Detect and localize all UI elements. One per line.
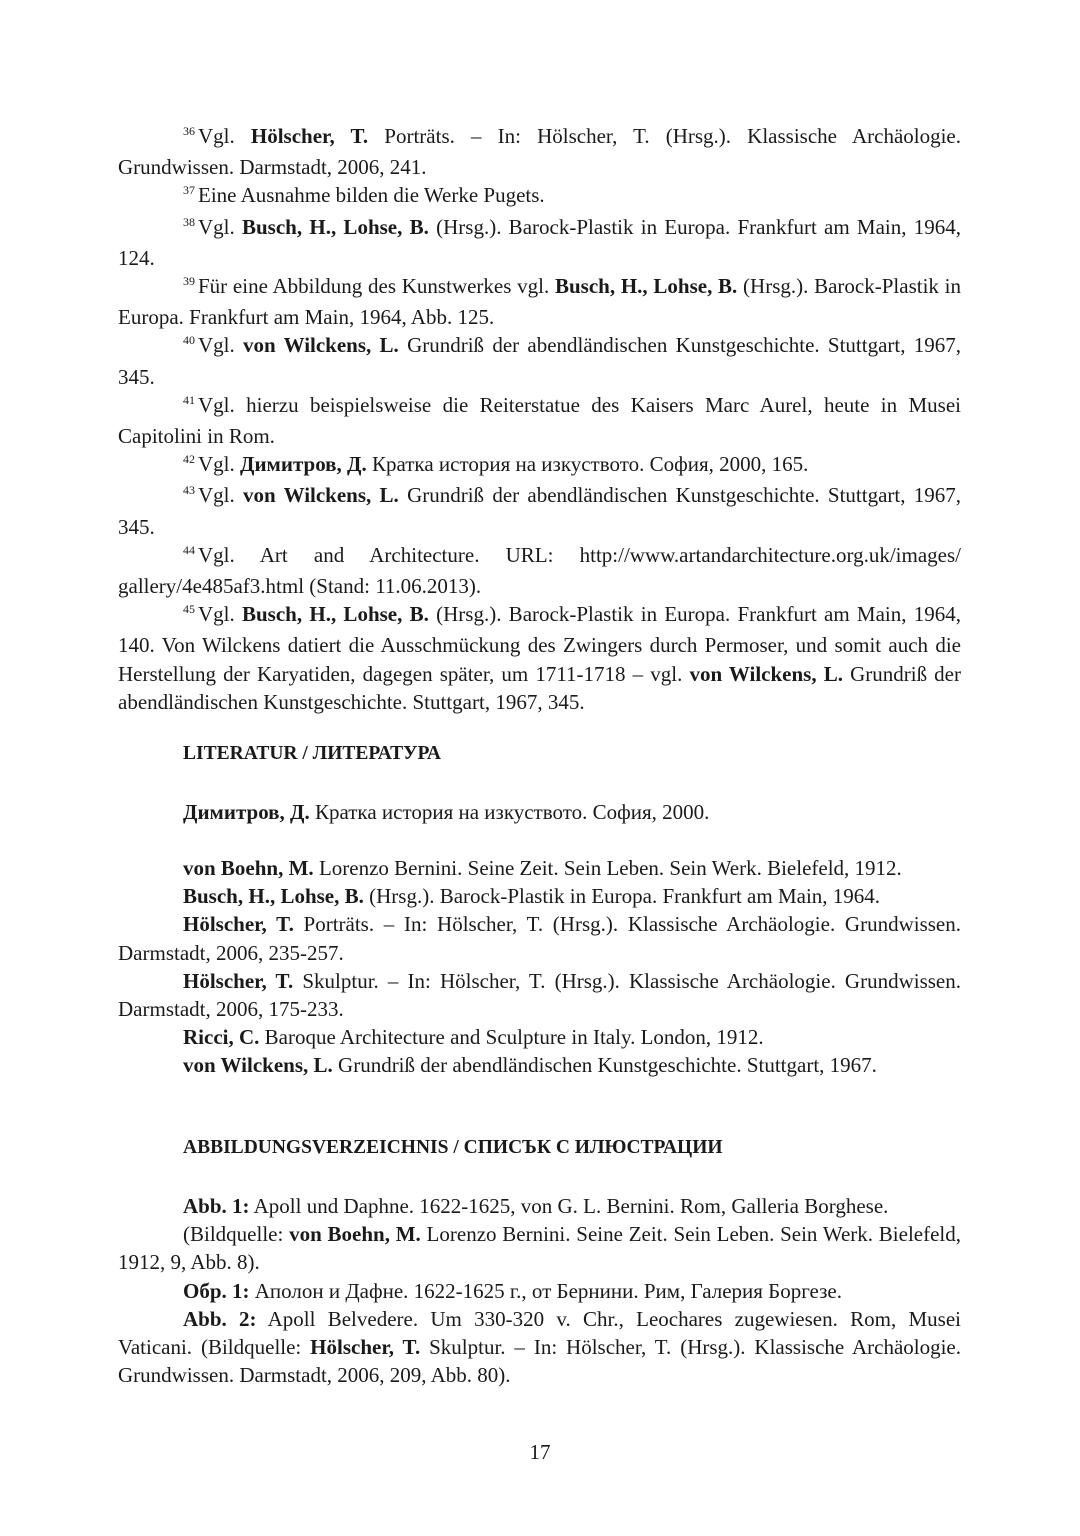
- footnote: [118, 450, 961, 481]
- author-name: von Wilckens, L.: [689, 661, 843, 686]
- entry-text: Vgl. hierzu beispielsweise die Reiterstatue des Kaisers Marc Aurel, heute in Musei Capitolini in Rom.: [118, 392, 961, 449]
- entry-text: Apoll Belvedere. Um 330-320 v. Chr., Leochares zugewiesen. Rom, Musei Vaticani. (Bildquelle:: [118, 1306, 961, 1360]
- list-entry: [118, 1192, 961, 1220]
- entry-text: Lorenzo Bernini. Seine Zeit. Sein Leben. Sein Werk. Bielefeld, 1912.: [313, 856, 902, 880]
- entry-text: Vgl.: [198, 483, 244, 508]
- literature-heading: LITERATUR / ЛИТЕРАТУРА: [183, 743, 441, 764]
- entry-text: Grundriß der abendländischen Kunstgeschichte. Stuttgart, 1967, 345.: [118, 483, 961, 539]
- list-entry: [118, 1051, 961, 1079]
- footnote-number: 41: [183, 392, 195, 407]
- author-name: von Wilckens, L.: [243, 483, 399, 508]
- footnote: [118, 391, 961, 450]
- footnote: [118, 122, 961, 181]
- author-name: Busch, H., Lohse, B.: [242, 214, 429, 239]
- list-entry: [118, 1220, 961, 1276]
- footnote-number: 43: [183, 483, 195, 498]
- entry-text: Vgl.: [198, 124, 251, 148]
- entry-text: Porträts. – In: Hölscher, T. (Hrsg.). Klassische Archäologie. Grundwissen. Darmstadt, 2006, 235-257.: [118, 912, 961, 965]
- entry-text: Vgl.: [198, 214, 242, 239]
- list-entry: [118, 1277, 961, 1305]
- author-name: Busch, H., Lohse, B.: [242, 602, 429, 627]
- entry-text: Skulptur. – In: Hölscher, T. (Hrsg.). Klassische Archäologie. Grundwissen. Darmstadt, 2006, 175-233.: [118, 968, 962, 1022]
- footnote-number: 44: [183, 542, 195, 557]
- author-name: Обр. 1:: [183, 1278, 250, 1303]
- author-name: Hölscher, T.: [250, 124, 369, 148]
- footnote: [118, 213, 961, 272]
- author-name: Abb. 1:: [183, 1194, 250, 1218]
- entry-text: (Hrsg.). Barock-Plastik in Europa. Frankfurt am Main, 1964, 124.: [118, 214, 961, 270]
- footnote: [118, 600, 961, 716]
- entry-text: (Hrsg.). Barock-Plastik in Europa. Frankfurt am Main, 1964.: [363, 884, 881, 909]
- list-entry: [118, 798, 961, 826]
- author-name: von Wilckens, L.: [243, 333, 399, 358]
- entry-text: Кратка история на изкуството. София, 2000.: [309, 800, 710, 824]
- entry-text: Grundriß der abendländischen Kunstgeschichte. Stuttgart, 1967, 345.: [118, 661, 961, 714]
- footnote-number: 38: [183, 214, 195, 229]
- author-name: von Boehn, M.: [289, 1222, 421, 1247]
- entry-text: Grundriß der abendländischen Kunstgeschichte. Stuttgart, 1967, 345.: [118, 333, 961, 389]
- author-name: Busch, H., Lohse, B.: [183, 884, 364, 909]
- entry-text: Vgl.: [198, 452, 240, 477]
- entry-text: Vgl. Art and Architecture. URL: http://www.artandarchitecture.org.uk/images/ gallery/4e485af3.html (Stand: 11.06.2013).: [118, 542, 961, 599]
- footnote: [118, 181, 961, 212]
- author-name: Димитров, Д.: [183, 800, 310, 824]
- list-entry: [118, 854, 961, 882]
- footnote: [118, 272, 961, 331]
- entry-text: Vgl.: [198, 333, 244, 358]
- author-name: Ricci, C.: [183, 1025, 260, 1050]
- footnote-number: 39: [183, 274, 195, 289]
- entry-text: (Hrsg.). Barock-Plastik in Europa. Frankfurt am Main, 1964, Abb. 125.: [118, 274, 961, 330]
- entry-text: Lorenzo Bernini. Seine Zeit. Sein Leben. Sein Werk. Bielefeld, 1912, 9, Abb. 8).: [118, 1222, 961, 1275]
- footnote-number: 36: [183, 124, 195, 138]
- entry-text: Grundriß der abendländischen Kunstgeschichte. Stuttgart, 1967.: [332, 1053, 877, 1078]
- list-entry: [118, 910, 961, 966]
- entry-text: (Hrsg.). Barock-Plastik in Europa. Frankfurt am Main, 1964, 140. Von Wilckens datiert die Ausschmückung des Zwingers durch Permoser, und somit auch die Herstellung der Karyatiden, dagegen später, um 1711-1718 – vgl.: [118, 602, 961, 686]
- figures-list: [118, 1192, 961, 1389]
- author-name: Hölscher, T.: [310, 1335, 421, 1360]
- footnote-number: 42: [183, 452, 195, 467]
- page-number: 17: [529, 1440, 551, 1464]
- footnote: [118, 481, 961, 540]
- author-name: von Wilckens, L.: [183, 1053, 333, 1078]
- entry-text: Für eine Abbildung des Kunstwerkes vgl.: [198, 274, 555, 299]
- entry-text: Vgl.: [198, 602, 242, 627]
- footnote: [118, 331, 961, 390]
- entry-text: Кратка история на изкуството. София, 2000, 165.: [366, 452, 809, 477]
- footnotes-block: [118, 122, 961, 716]
- author-name: von Boehn, M.: [183, 856, 314, 880]
- list-entry: [118, 882, 961, 910]
- literature-list: [118, 854, 961, 1080]
- entry-text: Аполон и Дафне. 1622-1625 г., от Бернини. Рим, Галерия Боргезе.: [249, 1278, 842, 1303]
- footnote-number: 37: [183, 183, 195, 198]
- entry-text: Eine Ausnahme bilden die Werke Pugets.: [198, 183, 545, 208]
- entry-text: Baroque Architecture and Sculpture in Italy. London, 1912.: [259, 1025, 764, 1050]
- literature-first-entry: [118, 798, 961, 826]
- author-name: Димитров, Д.: [240, 452, 367, 477]
- figures-heading: ABBILDUNGSVERZEICHNIS / СПИСЪК С ИЛЮСТРАЦИИ: [183, 1137, 723, 1158]
- author-name: Hölscher, T.: [183, 968, 294, 993]
- entry-text: Skulptur. – In: Hölscher, T. (Hrsg.). Klassische Archäologie. Grundwissen. Darmstadt, 2006, 209, Abb. 80).: [118, 1335, 962, 1388]
- author-name: Busch, H., Lohse, B.: [554, 274, 738, 299]
- list-entry: [118, 1305, 961, 1390]
- list-entry: [118, 967, 961, 1023]
- footnote-number: 45: [183, 602, 195, 617]
- author-name: Hölscher, T.: [183, 912, 294, 937]
- entry-text: Apoll und Daphne. 1622-1625, von G. L. Bernini. Rom, Galleria Borghese.: [249, 1194, 889, 1218]
- author-name: Abb. 2:: [183, 1306, 257, 1331]
- list-entry: [118, 1023, 961, 1051]
- entry-text: (Bildquelle:: [183, 1222, 290, 1247]
- footnote: [118, 541, 961, 600]
- footnote-number: 40: [183, 333, 195, 348]
- entry-text: Porträts. – In: Hölscher, T. (Hrsg.). Klassische Archäologie. Grundwissen. Darmstadt, 2006, 241.: [118, 124, 962, 180]
